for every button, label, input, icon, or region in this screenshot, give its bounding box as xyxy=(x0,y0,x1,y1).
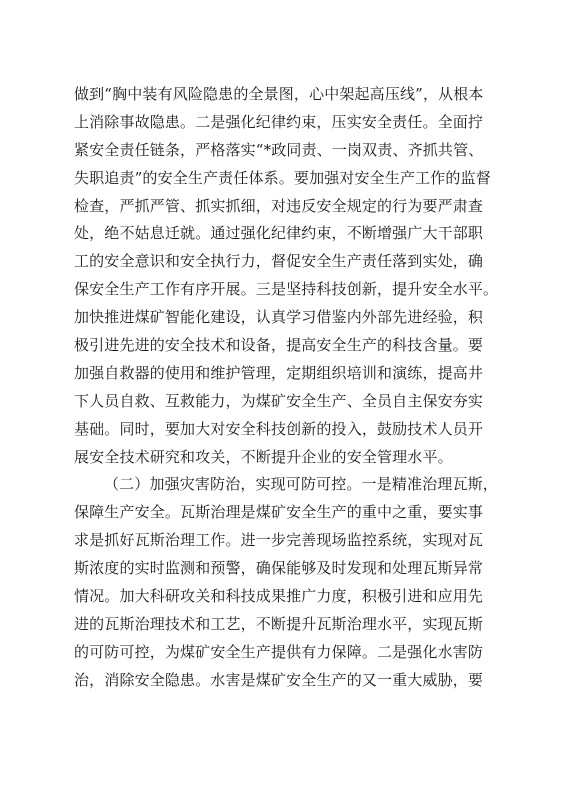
text-line: 进的瓦斯治理技术和工艺，不断提升瓦斯治理水平，实现瓦斯 xyxy=(74,614,484,633)
text-line: 展安全技术研究和攻关，不断提升企业的安全管理水平。 xyxy=(74,447,453,466)
text-line: 保障生产安全。瓦斯治理是煤矿安全生产的重中之重，要实事 xyxy=(74,503,484,522)
text-line: 的可防可控，为煤矿安全生产提供有力保障。二是强化水害防 xyxy=(74,642,484,661)
text-line: 求是抓好瓦斯治理工作。进一步完善现场监控系统，实现对瓦 xyxy=(74,531,484,550)
text-line: 情况。加大科研攻关和科技成果推广力度，积极引进和应用先 xyxy=(74,587,484,606)
text-line: 斯浓度的实时监测和预警，确保能够及时发现和处理瓦斯异常 xyxy=(74,559,484,578)
text-line: 检查，严抓严管、抓实抓细，对违反安全规定的行为要严肃查 xyxy=(74,196,484,215)
text-line: 保安全生产工作有序开展。三是坚持科技创新，提升安全水平。 xyxy=(74,280,499,299)
text-line: 加强自救器的使用和维护管理，定期组织培训和演练，提高井 xyxy=(74,363,484,382)
body-text xyxy=(74,81,504,695)
text-line: 工的安全意识和安全执行力，督促安全生产责任落到实处，确 xyxy=(74,252,484,271)
text-line: 治，消除安全隐患。水害是煤矿安全生产的又一重大威胁，要 xyxy=(74,670,484,689)
text-line: 做到“胸中装有风险隐患的全景图，心中架起高压线”，从根本 xyxy=(74,85,484,103)
text-line: 极引进先进的安全技术和设备，提高安全生产的科技含量。要 xyxy=(74,336,484,355)
text-line: 基础。同时，要加大对安全科技创新的投入，鼓励技术人员开 xyxy=(74,419,484,438)
text-line: 失职追责”的安全生产责任体系。要加强对安全生产工作的监督 xyxy=(74,168,491,187)
section-heading-line: （二）加强灾害防治，实现可防可控。一是精准治理瓦斯， xyxy=(104,475,498,494)
text-line: 下人员自救、互救能力，为煤矿安全生产、全员自主保安夯实 xyxy=(74,391,484,410)
text-line: 紧安全责任链条，严格落实“*政同责、一岗双责、齐抓共管、 xyxy=(74,140,484,159)
text-line: 加快推进煤矿智能化建设，认真学习借鉴内外部先进经验，积 xyxy=(74,308,484,327)
text-line: 上消除事故隐患。二是强化纪律约束，压实安全责任。全面拧 xyxy=(74,112,484,131)
text-line: 处，绝不姑息迁就。通过强化纪律约束，不断增强广大干部职 xyxy=(74,224,484,243)
